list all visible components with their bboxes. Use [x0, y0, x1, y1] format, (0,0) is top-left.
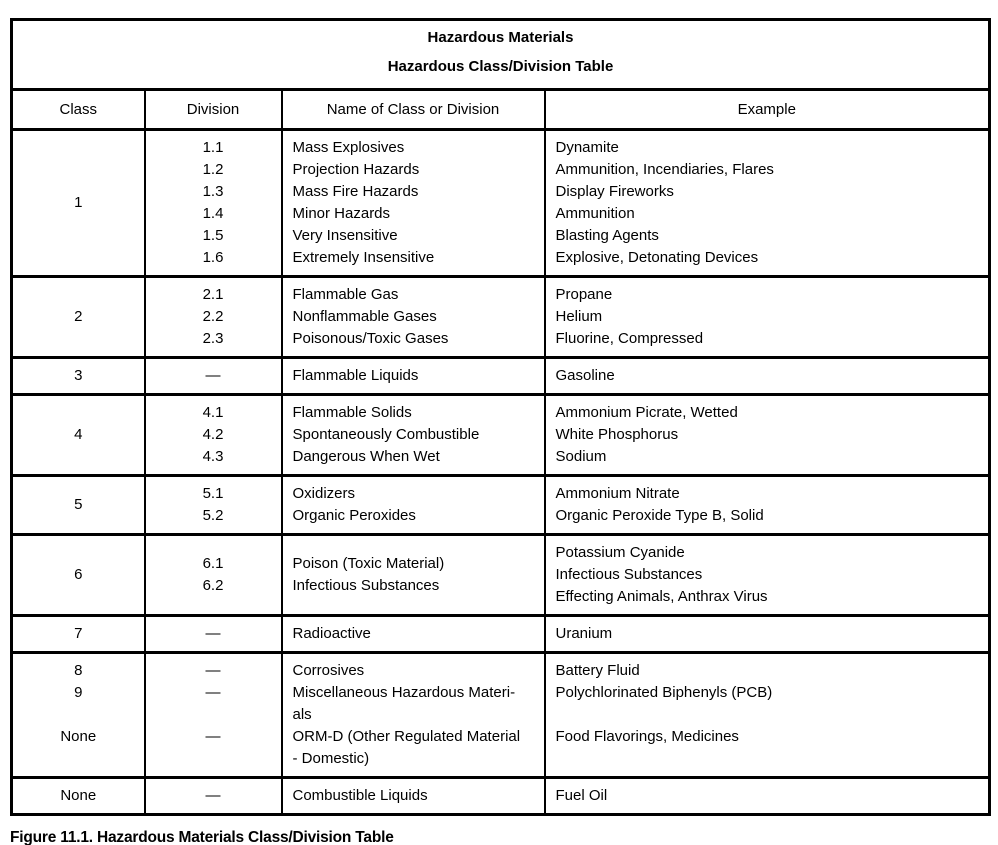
- cell-line: Propane: [555, 286, 613, 303]
- cell-line: Sodium: [555, 448, 607, 465]
- cell-line: Dangerous When Wet: [292, 448, 440, 465]
- cell-line: 6: [74, 566, 83, 583]
- table-row: [12, 778, 990, 815]
- division-cell: [145, 476, 282, 535]
- cell-line: 1: [74, 194, 83, 211]
- cell-line: [13, 704, 144, 726]
- cell-line: Blasting Agents: [555, 227, 659, 244]
- cell-line: 1.2: [202, 161, 224, 178]
- cell-line: —: [205, 787, 221, 804]
- name-cell: [282, 130, 545, 277]
- table-row: [12, 395, 990, 476]
- name-cell: [282, 616, 545, 653]
- cell-line: 1.3: [202, 183, 224, 200]
- class-cell: [12, 277, 145, 358]
- cell-line: Flammable Solids: [292, 404, 412, 421]
- table-row: [12, 653, 990, 778]
- example-cell: [545, 476, 990, 535]
- cell-line: 4: [74, 426, 83, 443]
- cell-line: 4.1: [202, 404, 224, 421]
- cell-line: [546, 704, 989, 726]
- cell-line: Display Fireworks: [555, 183, 674, 200]
- cell-line: —: [205, 728, 221, 745]
- cell-line: 5: [74, 496, 83, 513]
- cell-line: Combustible Liquids: [292, 787, 428, 804]
- cell-line: —: [205, 662, 221, 679]
- cell-line: [146, 748, 281, 770]
- division-cell: [145, 395, 282, 476]
- division-cell: [145, 130, 282, 277]
- cell-line: Helium: [555, 308, 603, 325]
- cell-line: [546, 748, 989, 770]
- cell-line: Minor Hazards: [292, 205, 391, 222]
- cell-line: Gasoline: [555, 367, 615, 384]
- cell-line: Infectious Substances: [292, 577, 440, 594]
- example-cell: [545, 358, 990, 395]
- class-cell: [12, 476, 145, 535]
- cell-line: 2.1: [202, 286, 224, 303]
- cell-line: 3: [74, 367, 83, 384]
- class-cell: [12, 535, 145, 616]
- cell-line: 7: [74, 625, 83, 642]
- cell-line: Flammable Liquids: [292, 367, 419, 384]
- cell-line: 1.4: [202, 205, 224, 222]
- hazmat-class-division-table: [10, 18, 991, 816]
- cell-line: —: [205, 625, 221, 642]
- cell-line: Radioactive: [292, 625, 371, 642]
- cell-line: Mass Explosives: [292, 139, 405, 156]
- cell-line: Organic Peroxide Type B, Solid: [555, 507, 764, 524]
- name-cell: [282, 778, 545, 815]
- cell-line: 1.1: [202, 139, 224, 156]
- cell-line: 1.5: [202, 227, 224, 244]
- cell-line: - Domestic): [292, 750, 370, 767]
- class-cell: [12, 130, 145, 277]
- cell-line: 8: [74, 662, 83, 679]
- name-cell: [282, 358, 545, 395]
- class-cell: [12, 358, 145, 395]
- example-cell: [545, 653, 990, 778]
- cell-line: [146, 704, 281, 726]
- table-row: [12, 616, 990, 653]
- cell-line: Very Insensitive: [292, 227, 398, 244]
- cell-line: 4.3: [202, 448, 224, 465]
- column-header-class: Class: [12, 90, 145, 130]
- cell-line: 6.2: [202, 577, 224, 594]
- cell-line: Uranium: [555, 625, 613, 642]
- table-title: Hazardous Materials: [427, 29, 574, 46]
- cell-line: 6.1: [202, 555, 224, 572]
- name-cell: [282, 277, 545, 358]
- cell-line: Fuel Oil: [555, 787, 608, 804]
- cell-line: 4.2: [202, 426, 224, 443]
- cell-line: 2: [74, 308, 83, 325]
- cell-line: 5.1: [202, 485, 224, 502]
- cell-line: —: [205, 684, 221, 701]
- cell-line: ORM-D (Other Regulated Material: [292, 728, 521, 745]
- cell-line: —: [205, 367, 221, 384]
- name-cell: [282, 395, 545, 476]
- cell-line: 2.2: [202, 308, 224, 325]
- table-title-row: [12, 20, 990, 90]
- class-cell: [12, 778, 145, 815]
- cell-line: White Phosphorus: [555, 426, 679, 443]
- cell-line: Fluorine, Compressed: [555, 330, 704, 347]
- table-row: [12, 358, 990, 395]
- name-cell: [282, 535, 545, 616]
- cell-line: Flammable Gas: [292, 286, 399, 303]
- class-cell: [12, 395, 145, 476]
- example-cell: [545, 616, 990, 653]
- column-header-division: Division: [145, 90, 282, 130]
- class-cell: [12, 616, 145, 653]
- cell-line: Oxidizers: [292, 485, 356, 502]
- cell-line: Poisonous/Toxic Gases: [292, 330, 449, 347]
- table-row: [12, 535, 990, 616]
- division-cell: [145, 535, 282, 616]
- table-header-row: [12, 90, 990, 130]
- example-cell: [545, 535, 990, 616]
- cell-line: Ammunition: [555, 205, 635, 222]
- cell-line: 5.2: [202, 507, 224, 524]
- cell-line: Nonflammable Gases: [292, 308, 437, 325]
- cell-line: [13, 748, 144, 770]
- cell-line: Poison (Toxic Material): [292, 555, 445, 572]
- division-cell: [145, 653, 282, 778]
- cell-line: Explosive, Detonating Devices: [555, 249, 759, 266]
- cell-line: Miscellaneous Hazardous Materi-: [292, 684, 516, 701]
- example-cell: [545, 130, 990, 277]
- figure-caption: Figure 11.1. Hazardous Materials Class/Division Table: [10, 829, 394, 845]
- example-cell: [545, 778, 990, 815]
- cell-line: Infectious Substances: [555, 566, 703, 583]
- cell-line: Polychlorinated Biphenyls (PCB): [555, 684, 773, 701]
- column-header-example: Example: [545, 90, 990, 130]
- table-subtitle: Hazardous Class/Division Table: [387, 58, 614, 75]
- cell-line: 1.6: [202, 249, 224, 266]
- cell-line: Organic Peroxides: [292, 507, 416, 524]
- cell-line: Projection Hazards: [292, 161, 420, 178]
- example-cell: [545, 395, 990, 476]
- cell-line: als: [292, 706, 312, 723]
- division-cell: [145, 277, 282, 358]
- cell-line: Battery Fluid: [555, 662, 640, 679]
- cell-line: Potassium Cyanide: [555, 544, 685, 561]
- cell-line: Food Flavorings, Medicines: [555, 728, 739, 745]
- name-cell: [282, 653, 545, 778]
- cell-line: None: [60, 787, 97, 804]
- table-title-cell: [12, 20, 990, 90]
- class-cell: [12, 653, 145, 778]
- division-cell: [145, 616, 282, 653]
- cell-line: Extremely Insensitive: [292, 249, 435, 266]
- column-header-name: Name of Class or Division: [282, 90, 545, 130]
- cell-line: Ammonium Nitrate: [555, 485, 680, 502]
- cell-line: Ammunition, Incendiaries, Flares: [555, 161, 774, 178]
- table-row: [12, 476, 990, 535]
- table-row: [12, 130, 990, 277]
- table-row: [12, 277, 990, 358]
- example-cell: [545, 277, 990, 358]
- cell-line: Corrosives: [292, 662, 365, 679]
- cell-line: 9: [74, 684, 83, 701]
- cell-line: None: [60, 728, 97, 745]
- name-cell: [282, 476, 545, 535]
- cell-line: Ammonium Picrate, Wetted: [555, 404, 738, 421]
- cell-line: Mass Fire Hazards: [292, 183, 419, 200]
- cell-line: Spontaneously Combustible: [292, 426, 480, 443]
- cell-line: 2.3: [202, 330, 224, 347]
- cell-line: Dynamite: [555, 139, 619, 156]
- cell-line: Effecting Animals, Anthrax Virus: [555, 588, 768, 605]
- table-body: [12, 130, 990, 815]
- division-cell: [145, 358, 282, 395]
- division-cell: [145, 778, 282, 815]
